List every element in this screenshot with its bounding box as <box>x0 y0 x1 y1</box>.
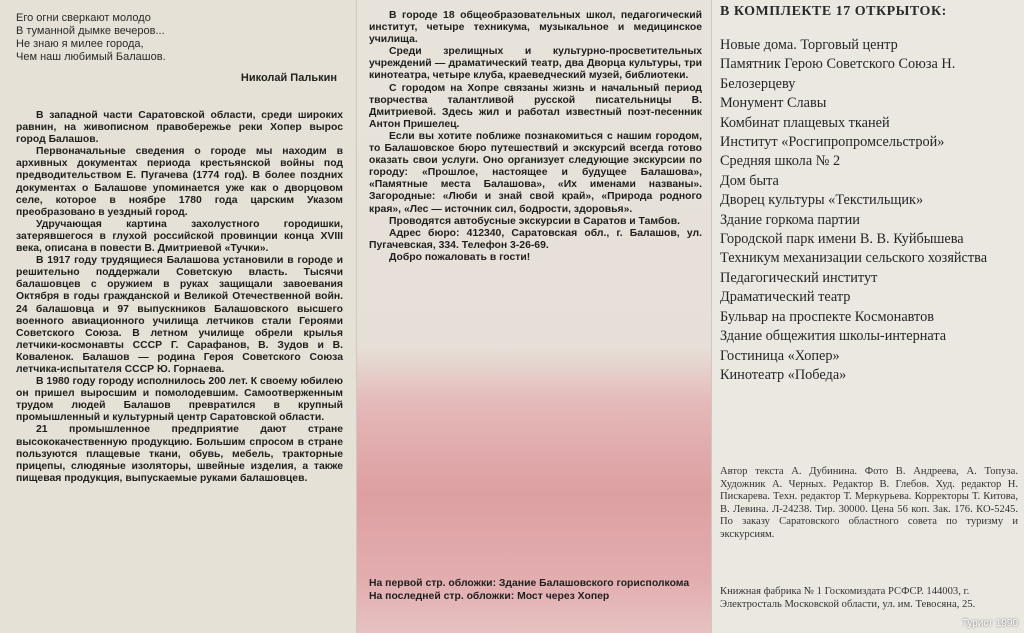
paragraph: В 1980 году городу исполнилось 200 лет. К своему юбилею он пришел выросшим и помолодевшим. Самоотверженным трудом людей Балашов превратился в крупный промышленный и культурный центр Саратовской области. <box>16 376 343 424</box>
postcard-list-item: Комбинат плащевых тканей <box>720 114 890 131</box>
middle-column <box>357 0 712 633</box>
postcard-list-item: Здание горкома партии <box>720 211 860 228</box>
postcard-list-item: Новые дома. Торговый центр <box>720 37 898 53</box>
postcard-list-item: Гостиница «Хопер» <box>720 347 840 364</box>
cover-front-caption: На первой стр. обложки: Здание Балашовского горисполкома <box>369 578 690 589</box>
paragraph: Если вы хотите поближе познакомиться с нашим городом, то Балашовское бюро путешествий и экскурсий всегда готово оказать свои услуги. Оно организует следующие экскурсии по городу: «Прошлое, настоящее и будущее Балашова», «Памятные места Балашова», «Их именами названы». Загородные: «Люби и знай свой край», «Природа родного края», «Лес — источник сил, бодрости, здоровья». <box>369 130 702 215</box>
poem-line: Его огни сверкают молодо <box>16 12 151 24</box>
postcard-list-item: Здание общежития школы-интерната <box>720 328 947 345</box>
paragraph: Адрес бюро: 412340, Саратовская обл., г. Балашов, ул. Пугачевская, 334. Телефон 3-26-69. <box>369 227 702 251</box>
cover-captions <box>369 578 704 603</box>
poem-author: Николай Палькин <box>240 72 337 84</box>
set-title: В КОМПЛЕКТЕ 17 ОТКРЫТОК: <box>720 4 947 19</box>
paragraph: Проводятся автобусные экскурсии в Саратов и Тамбов. <box>389 215 681 227</box>
poem-line: Чем наш любимый Балашов. <box>16 51 166 63</box>
left-column <box>0 0 357 633</box>
imprint: Книжная фабрика № 1 Госкомиздата РСФСР. 144003, г. Электросталь Московской области, ул. им. Тевосяна, 25. <box>720 586 976 610</box>
postcard-list-item: Драматический театр <box>720 289 851 306</box>
paragraph: 21 промышленное предприятие дают стране высококачественную продукцию. Большим спросом в стране пользуются плащевые ткани, обувь, мебель, тракторные прицепы, слюдяные изоляторы, швейные изделия, а также пищевая продукция, выпускаемые руками балашовцев. <box>16 424 343 484</box>
postcard-list-item: Педагогический институт <box>720 269 878 286</box>
postcard-list-item: Кинотеатр «Победа» <box>720 366 847 383</box>
postcard-list-item: Институт «Росгипропромсельстрой» <box>720 134 945 151</box>
postcard-list-item: Памятник Герою Советского Союза Н. Белозерцеву <box>720 56 956 92</box>
postcard-list-item: Техникум механизации сельского хозяйства <box>720 250 988 267</box>
credits: Автор текста А. Дубинина. Фото В. Андреева, А. Топуза. Художник А. Черных. Редактор В. Глебов. Худ. редактор Н. Пискарева. Техн. редактор Т. Меркурьева. Корректоры Т. Китова, В. Левина. Л-24238. Тир. 30000. Цена 56 коп. Зак. 176. КО-5245. По заказу Саратовского областного совета по туризму и экскурсиям. <box>720 466 1018 540</box>
poem-line: Не знаю я милее города, <box>16 38 144 50</box>
postcard-list-item: Средняя школа № 2 <box>720 153 841 170</box>
right-column <box>712 0 1024 633</box>
postcard-list <box>720 36 1018 385</box>
paragraph: С городом на Хопре связаны жизнь и начальный период творчества талантливой русской писательницы В. Дмитриевой. Здесь жил и работал известный поэт-песенник Антон Пришелец. <box>369 82 702 130</box>
postcard-list-item: Дом быта <box>720 172 779 189</box>
postcard-list-item: Бульвар на проспекте Космонавтов <box>720 308 935 325</box>
watermark: Турист 1990 <box>961 618 1018 629</box>
poem-line: В туманной дымке вечеров... <box>16 25 165 37</box>
paragraph: В 1917 году трудящиеся Балашова установили в городе и решительно поддержали Советскую власть. Тысячи балашовцев с оружием в руках защищали завоевания Октября в годы гражданской и Великой Отечественной войн. 24 балашовца и 97 выпускников Балашовского высшего военного авиационного училища летчиков стали Героями Советского Союза. В летном училище обрели крылья летчики-космонавты СССР Г. Сарафанов, В. Зудов и В. Коваленок. Балашов — родина Героя Советского Союза летчика-испытателя СССР Ю. Горнаева. <box>16 255 343 375</box>
paragraph: В западной части Саратовской области, среди широких равнин, на живописном правобережье реки Хопер вырос город Балашов. <box>16 110 343 146</box>
postcard-list-item: Монумент Славы <box>720 95 827 112</box>
paragraph: Среди зрелищных и культурно-просветительных учреждений — драматический театр, два Дворца культуры, три кинотеатра, четыре клуба, краеведческий музей, библиотеки. <box>369 46 702 82</box>
epigraph-poem <box>16 12 343 64</box>
paragraph: Первоначальные сведения о городе мы находим в архивных документах периода крестьянской войны под предводительством Е. Пугачева (1774 год). В более поздних документах о Балашове упоминается уже как о дворцовом селе, которое в ноябре 1780 года царским Указом преобразовано в уездный город. <box>16 146 343 218</box>
paragraph: Удручающая картина захолустного городишки, затерявшегося в глухой российской провинции конца XVIII века, описана в повести В. Дмитриевой «Тучки». <box>16 218 343 255</box>
cover-back-caption: На последней стр. обложки: Мост через Хопер <box>369 590 610 602</box>
paragraph: Добро пожаловать в гости! <box>389 251 531 263</box>
postcard-list-item: Дворец культуры «Текстильщик» <box>720 192 924 209</box>
postcard-list-item: Городской парк имени В. В. Куйбышева <box>720 231 964 248</box>
paragraph: В городе 18 общеобразовательных школ, педагогический институт, четыре техникума, музыкальное и медицинское училища. <box>369 10 702 46</box>
